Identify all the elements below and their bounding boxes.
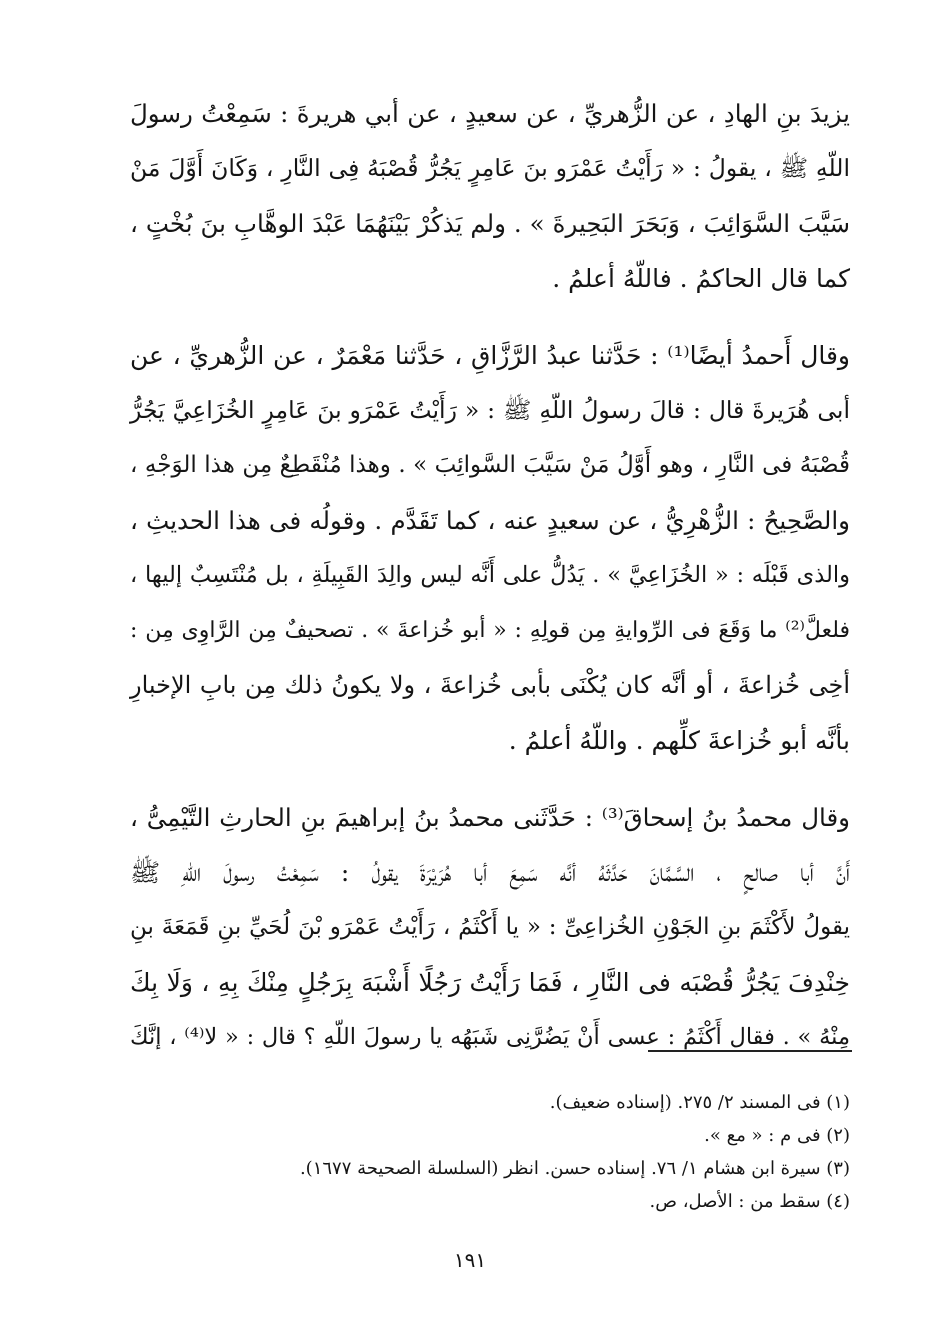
text-line: يزيدَ بنِ الهادِ ، عن الزُّهريِّ ، عن سعيدٍ ، عن أبي هريرةَ : سَمِعْتُ رسولَ bbox=[130, 99, 850, 128]
text-line: قُصْبَهُ فى النَّارِ ، وهو أَوَّلُ مَنْ سَيَّبَ السَّوائِبَ » . وهذا مُنْقَطِعٌ مِن هذا الوَجْهِ ، bbox=[130, 452, 850, 478]
text-line: أَنَّ أبا صالحٍ ، السَّمَّانَ حَدَّثَهُ أنَّه سَمِعَ أبا هُرَيْرَةَ يقولُ : سَمِعْتُ رسولَ اللّهِ ﷺ bbox=[130, 858, 850, 887]
text-line: خِنْدِفَ يَجُرُّ قُصْبَه فى النَّارِ ، فَمَا رَأَيْتُ رَجُلًا أَشْبَهَ بِرَجُلٍ مِنْكَ بِهِ ، وَلَا بِكَ bbox=[130, 968, 850, 997]
paragraph-gap bbox=[130, 306, 850, 328]
footnote: (٤) سقط من : الأصل، ص. bbox=[649, 1191, 850, 1212]
footnote: (٣) سيرة ابن هشام ١/ ٧٦. إسناده حسن. انظر (السلسلة الصحيحة ١٦٧٧). bbox=[299, 1158, 850, 1179]
text-line: اللّهِ ﷺ ، يقولُ : « رَأَيْتُ عَمْرَو بنَ عَامِرٍ يَجُرُّ قُصْبَهُ فِى النَّارِ ، وَكَانَ أَوَّلَ مَنْ bbox=[130, 154, 850, 182]
footnote-divider bbox=[648, 1050, 852, 1052]
paragraph bbox=[130, 790, 850, 1065]
footnotes bbox=[130, 1086, 850, 1218]
text-line: مِنْهُ » . فقال أَكْثَمُ : عسى أَنْ يَضُرَّنِى شَبَهُه يا رسولَ اللّهِ ؟ قال : « لا⁽⁴⁾ ، إنَّكَ bbox=[130, 1024, 850, 1050]
text-line: وقال أَحمدُ أيضًا⁽¹⁾ : حَدَّثنا عبدُ الرَّزَّاقِ ، حَدَّثنا مَعْمَرٌ ، عن الزُّهريِّ ، عن bbox=[130, 341, 851, 370]
text-line: والصَّحِيحُ : الزُّهْرِيُّ ، عن سعيدٍ عنه ، كما تَقَدَّم . وقولُه فى هذا الحديثِ ، bbox=[130, 506, 850, 535]
text-line: والذى قَبْلَه : « الخُزَاعِيَّ » . يَدُلُّ على أَنَّه ليس والِدَ القَبِيلَةِ ، بل مُنْتَسِبٌ إليها ، bbox=[130, 562, 850, 588]
page-number: ١٩١ bbox=[453, 1248, 487, 1272]
paragraph-gap bbox=[130, 768, 850, 790]
main-text bbox=[130, 86, 850, 1065]
text-line: وقال محمدُ بنُ إسحاقَ⁽³⁾ : حَدَّثَنى محمدُ بنُ إبراهيمَ بنِ الحارثِ التَّيْمِىُّ ، bbox=[130, 803, 850, 832]
text-line: سَيَّبَ السَّوَائِبَ ، وَبَحَرَ البَحِيرةَ » . ولم يَذكُرْ بَيْنَهُمَا عَبْدَ الوهَّابِ بنَ بُخْتٍ ، bbox=[130, 209, 850, 238]
text-line: بأنَّه أبو خُزاعةَ كلِّهم . واللّهُ أعلمُ . bbox=[508, 726, 850, 755]
text-line: أخِى خُزاعةَ ، أو أنَّه كان يُكْنَى بأبى خُزاعةَ ، ولا يكونُ ذلك مِن بابِ الإخبارِ bbox=[130, 671, 851, 699]
text-line: أبى هُرَيرةَ قال : قالَ رسولُ اللّهِ ﷺ : « رَأَيْتُ عَمْرَو بنَ عَامِرٍ الخُزَاعِيَّ يَجُرُّ bbox=[130, 396, 850, 424]
paragraph bbox=[130, 86, 850, 306]
paragraph bbox=[130, 328, 850, 768]
text-line: يقولُ لأَكْثَمَ بنِ الجَوْنِ الخُزاعِىِّ : « يا أَكْثَمُ ، رَأَيْتُ عَمْرَو بْنَ لُحَيِّ بنِ قَمَعَةَ بنِ bbox=[130, 914, 850, 940]
footnote: (٢) فى م : « مع ». bbox=[704, 1125, 850, 1146]
text-line: كما قال الحاكمُ . فاللّهُ أعلمُ . bbox=[552, 264, 850, 293]
text-line: فلعلَّ⁽²⁾ ما وَقَعَ فى الرِّوايةِ مِن قولِهِ : « أبو خُزاعةَ » . تصحيفٌ مِن الرَّاوِى مِن : bbox=[130, 618, 850, 643]
footnote: (١) فى المسند ٢/ ٢٧٥. (إسناده ضعيف). bbox=[549, 1092, 850, 1113]
